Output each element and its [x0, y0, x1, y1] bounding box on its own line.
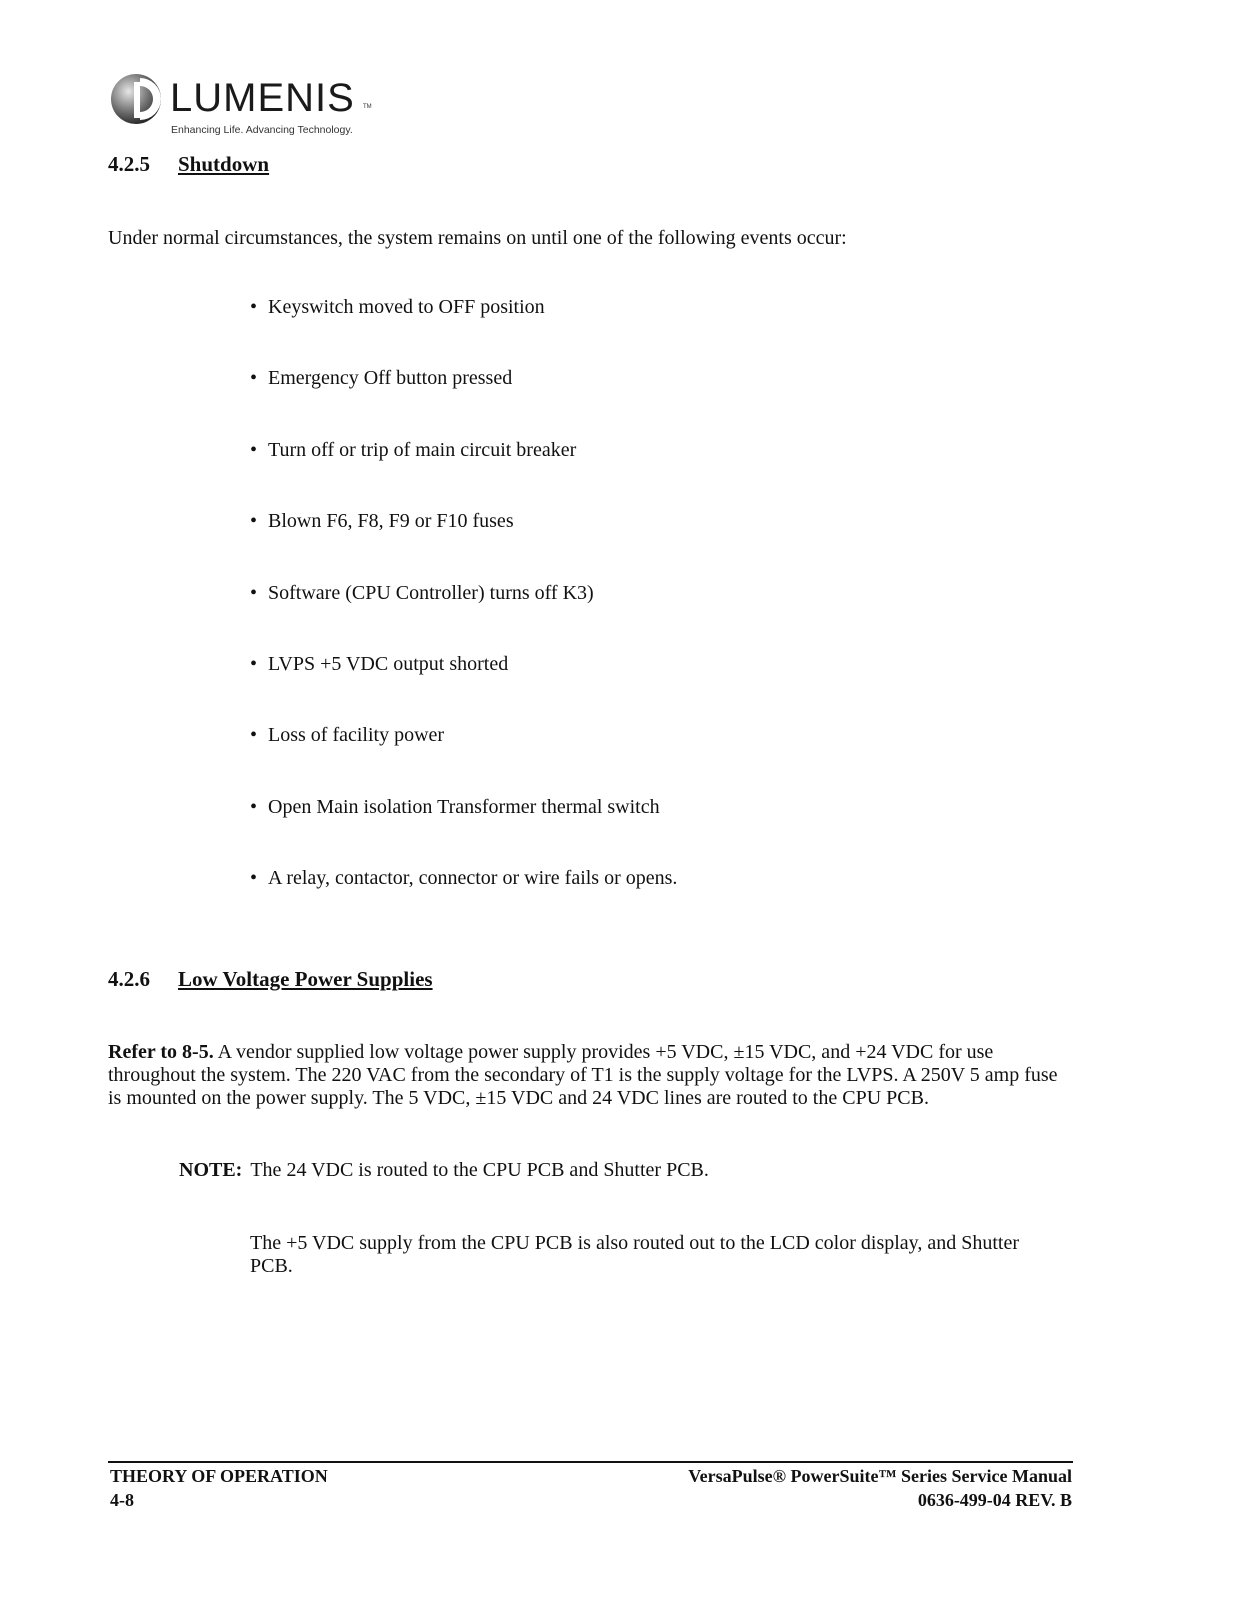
list-item: • Emergency Off button pressed [250, 365, 677, 436]
lvps-description [108, 1041, 1073, 1110]
heading-low-voltage-power-supplies [108, 967, 433, 992]
section-title: Shutdown [178, 152, 270, 176]
heading-shutdown [108, 152, 269, 177]
logo-tagline: Enhancing Life. Advancing Technology. [171, 124, 353, 136]
footer-chapter-title: THEORY OF OPERATION [110, 1466, 328, 1486]
refer-label: Refer to 8-5. [108, 1041, 214, 1063]
shutdown-events-list [250, 294, 677, 937]
section-title: Low Voltage Power Supplies [178, 967, 433, 991]
list-item: • A relay, contactor, connector or wire fails or opens. [250, 865, 677, 936]
lumenis-logo [110, 72, 390, 140]
list-item: • Open Main isolation Transformer thermal switch [250, 794, 677, 865]
section-number: 4.2.6 [108, 967, 150, 991]
note-continuation: The +5 VDC supply from the CPU PCB is also routed out to the LCD color display, and Shutter PCB. [250, 1232, 1020, 1277]
note-text: The 24 VDC is routed to the CPU PCB and Shutter PCB. [250, 1159, 709, 1181]
list-item: • Keyswitch moved to OFF position [250, 294, 677, 365]
logo-wordmark: LUMENIS [170, 76, 355, 120]
footer-divider [108, 1461, 1073, 1463]
list-item: • Loss of facility power [250, 722, 677, 793]
list-item: • Turn off or trip of main circuit breaker [250, 437, 677, 508]
lvps-body: A vendor supplied low voltage power supply provides +5 VDC, ±15 VDC, and +24 VDC for use throughout the system. The 220 VAC from the secondary of T1 is the supply voltage for the LVPS. A 250V 5 amp fuse is mounted on the power supply. The 5 VDC, ±15 VDC and 24 VDC lines are routed to the CPU PCB. [108, 1041, 1058, 1109]
footer-manual-title: VersaPulse® PowerSuite™ Series Service Manual [688, 1466, 1072, 1486]
lumenis-logo-mark-icon [110, 72, 164, 126]
note [179, 1159, 709, 1182]
section-number: 4.2.5 [108, 152, 150, 176]
note-label: NOTE: [179, 1159, 243, 1181]
list-item: • LVPS +5 VDC output shorted [250, 651, 677, 722]
footer-doc-number: 0636-499-04 REV. B [917, 1490, 1072, 1510]
logo-trademark: TM [363, 104, 372, 110]
footer-page-number: 4-8 [110, 1490, 134, 1510]
list-item: • Blown F6, F8, F9 or F10 fuses [250, 508, 677, 579]
shutdown-intro: Under normal circumstances, the system remains on until one of the following events occur: [108, 227, 847, 249]
list-item: • Software (CPU Controller) turns off K3) [250, 580, 677, 651]
